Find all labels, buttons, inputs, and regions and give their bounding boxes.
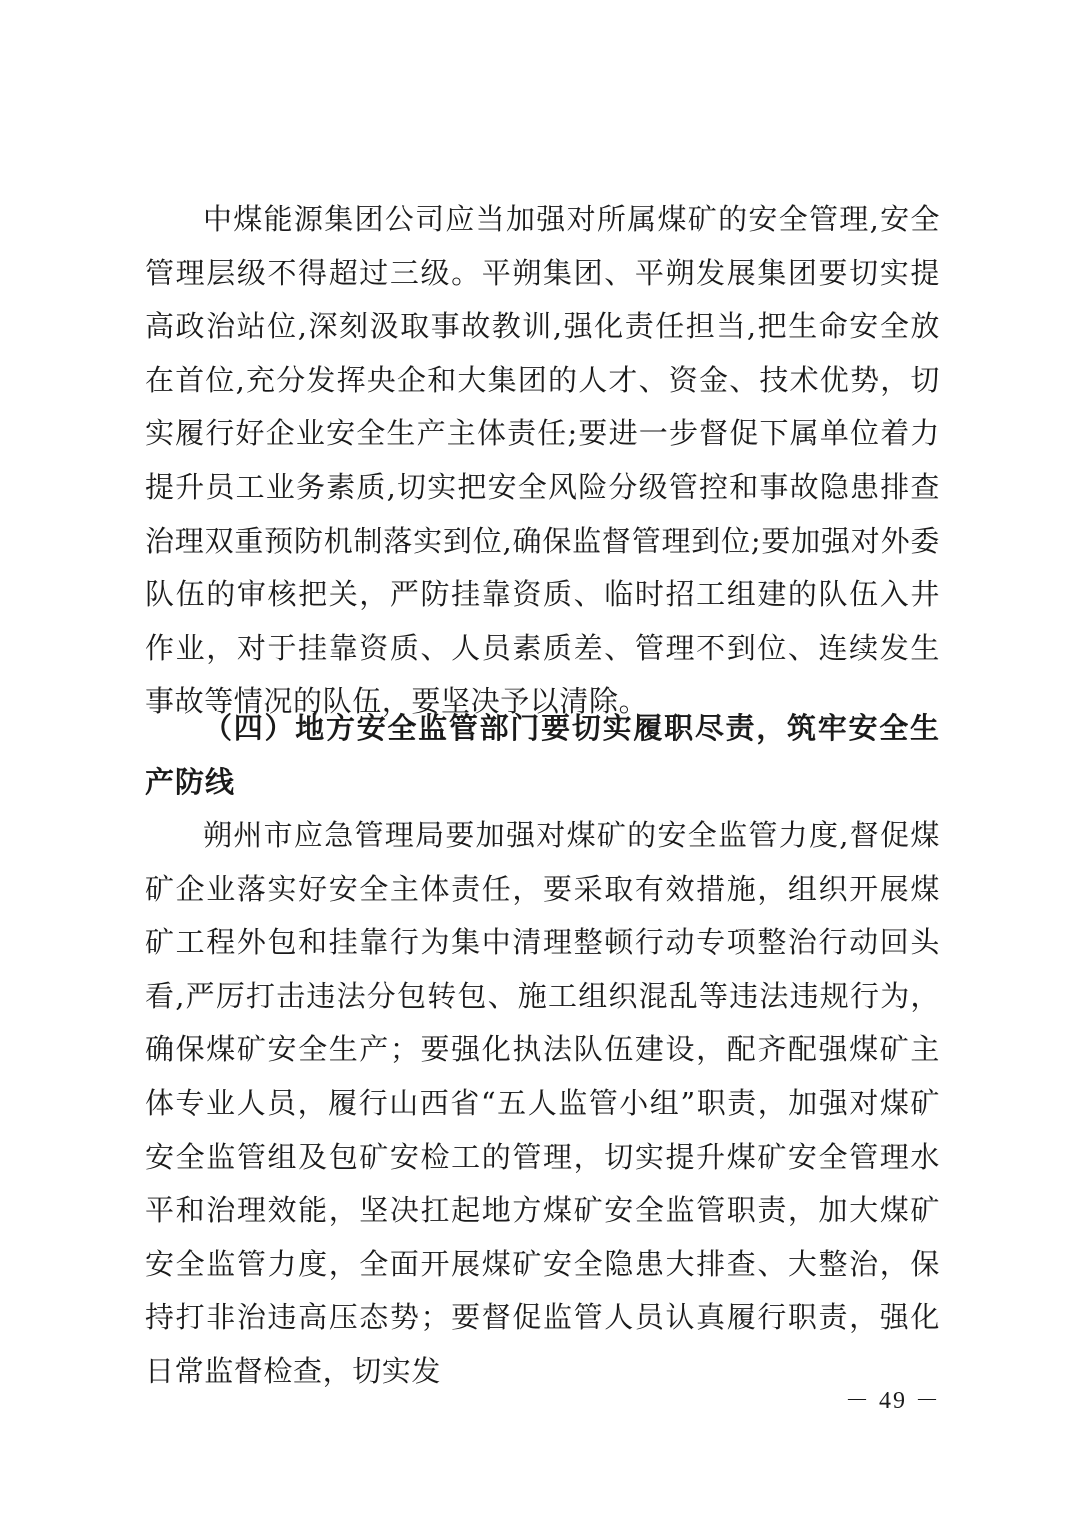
body-paragraph-block (145, 809, 940, 1399)
body-paragraph: 中煤能源集团公司应当加强对所属煤矿的安全管理,安全管理层级不得超过三级。平朔集团、平朔发展集团要切实提高政治站位,深刻汲取事故教训,强化责任担当,把生命安全放在首位,充分发挥央企和大集团的人才、资金、技术优势，切实履行好企业安全生产主体责任;要进一步督促下属单位着力提升员工业务素质,切实把安全风险分级管控和事故隐患排查治理双重预防机制落实到位,确保监督管理到位;要加强对外委队伍的审核把关，严防挂靠资质、临时招工组建的队伍入井作业，对于挂靠资质、人员素质差、管理不到位、连续发生事故等情况的队伍，要坚决予以清除。 (145, 202, 940, 719)
section-heading-block (145, 702, 940, 809)
page-number: － 49 － (845, 1388, 941, 1414)
body-paragraph-block (145, 193, 940, 729)
section-heading: （四）地方安全监管部门要切实履职尽责，筑牢安全生产防线 (145, 711, 940, 799)
body-paragraph: 朔州市应急管理局要加强对煤矿的安全监管力度,督促煤矿企业落实好安全主体责任，要采取有效措施，组织开展煤矿工程外包和挂靠行为集中清理整顿行动专项整治行动回头看,严厉打击违法分包转包、施工组织混乱等违法违规行为，确保煤矿安全生产；要强化执法队伍建设，配齐配强煤矿主体专业人员，履行山西省“五人监管小组”职责，加强对煤矿安全监管组及包矿安检工的管理，切实提升煤矿安全管理水平和治理效能，坚决扛起地方煤矿安全监管职责，加大煤矿安全监管力度，全面开展煤矿安全隐患大排查、大整治，保持打非治违高压态势；要督促监管人员认真履行职责，强化日常监督检查，切实发 (145, 818, 940, 1388)
